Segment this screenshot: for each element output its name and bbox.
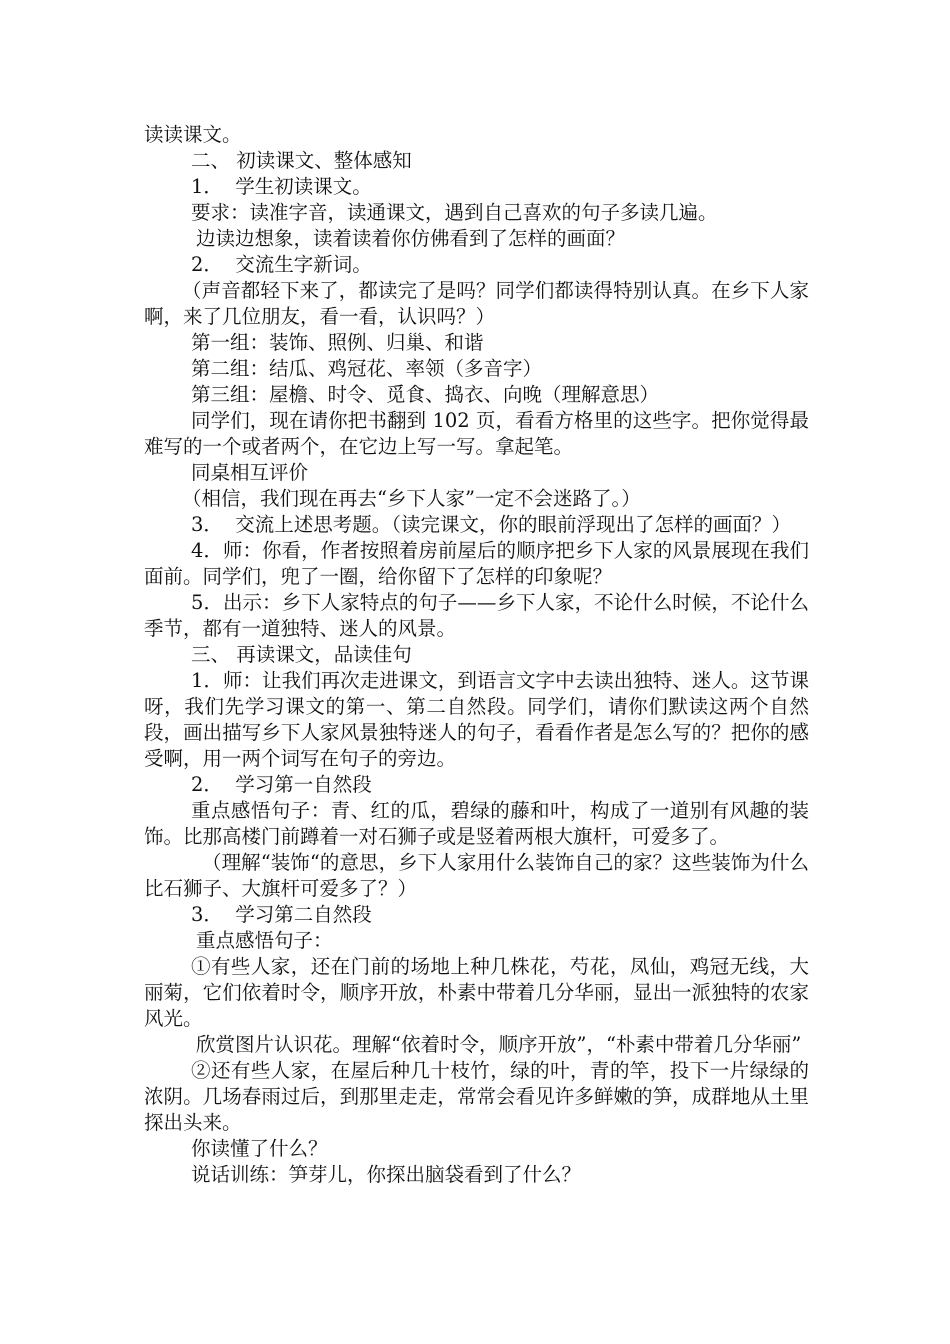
paragraph: 同学们，现在请你把书翻到 102 页，看看方格里的这些字。把你觉得最难写的一个或者两个，在它边上写一写。拿起笔。	[144, 409, 809, 458]
paragraph: 第三组：屋檐、时令、觅食、捣衣、向晚（理解意思）	[191, 383, 660, 406]
list-item: 4．师：你看，作者按照着房前屋后的顺序把乡下人家的风景展现在我们面前。同学们，兜了一圈，给你留下了怎样的印象呢？	[144, 539, 809, 588]
paragraph: 要求：读准字音，读通课文，遇到自己喜欢的句子多读几遍。	[191, 201, 718, 224]
paragraph: ②还有些人家，在屋后种几十枝竹，绿的叶，青的竿，投下一片绿绿的浓阴。几场春雨过后，到那里走走，常常会看见许多鲜嫩的笋，成群地从土里探出头来。	[144, 1059, 809, 1134]
list-item: 5．出示：乡下人家特点的句子——乡下人家，不论什么时候，不论什么季节，都有一道独特、迷人的风景。	[144, 591, 809, 640]
list-item: 1． 学生初读课文。	[191, 175, 372, 198]
paragraph: 第一组：装饰、照例、归巢、和谐	[191, 331, 484, 354]
document-page	[144, 122, 809, 1188]
paragraph: 第二组：结瓜、鸡冠花、率领（多音字）	[191, 357, 543, 380]
paragraph: （声音都轻下来了，都读完了是吗？同学们都读得特别认真。在乡下人家啊，来了几位朋友，看一看，认识吗？）	[144, 279, 809, 328]
paragraph: 说话训练：笋芽儿，你探出脑袋看到了什么？	[191, 1163, 582, 1186]
list-item: 3． 交流上述思考题。（读完课文，你的眼前浮现出了怎样的画面？）	[191, 513, 792, 536]
section-heading: 二、 初读课文、整体感知	[191, 149, 412, 172]
paragraph: 读读课文。	[144, 123, 242, 146]
list-item: 3． 学习第二自然段	[191, 903, 372, 926]
paragraph: 欣赏图片认识花。理解“依着时令，顺序开放”，“朴素中带着几分华丽”	[196, 1033, 802, 1056]
paragraph: 边读边想象，读着读着你仿佛看到了怎样的画面？	[196, 227, 626, 250]
paragraph: （理解“装饰“的意思，乡下人家用什么装饰自己的家？这些装饰为什么比石狮子、大旗杆可爱多了？）	[144, 851, 809, 900]
list-item: 1．师：让我们再次走进课文，到语言文字中去读出独特、迷人。这节课呀，我们先学习课文的第一、第二自然段。同学们，请你们默读这两个自然段，画出描写乡下人家风景独特迷人的句子，看看作者是怎么写的？把你的感受啊，用一两个词写在句子的旁边。	[144, 669, 809, 770]
list-item: 2． 交流生字新词。	[191, 253, 372, 276]
paragraph: 重点感悟句子：	[196, 929, 333, 952]
section-heading: 三、 再读课文，品读佳句	[191, 643, 412, 666]
paragraph: 你读懂了什么？	[191, 1137, 328, 1160]
paragraph: （相信，我们现在再去“乡下人家”一定不会迷路了。）	[182, 487, 641, 510]
paragraph: ①有些人家，还在门前的场地上种几株花，芍花，凤仙，鸡冠无线，大丽菊，它们依着时令，顺序开放，朴素中带着几分华丽，显出一派独特的农家风光。	[144, 955, 809, 1030]
list-item: 2． 学习第一自然段	[191, 773, 372, 796]
paragraph: 同桌相互评价	[191, 461, 309, 484]
paragraph: 重点感悟句子：青、红的瓜，碧绿的藤和叶，构成了一道别有风趣的装饰。比那高楼门前蹲着一对石狮子或是竖着两根大旗杆，可爱多了。	[144, 799, 809, 848]
